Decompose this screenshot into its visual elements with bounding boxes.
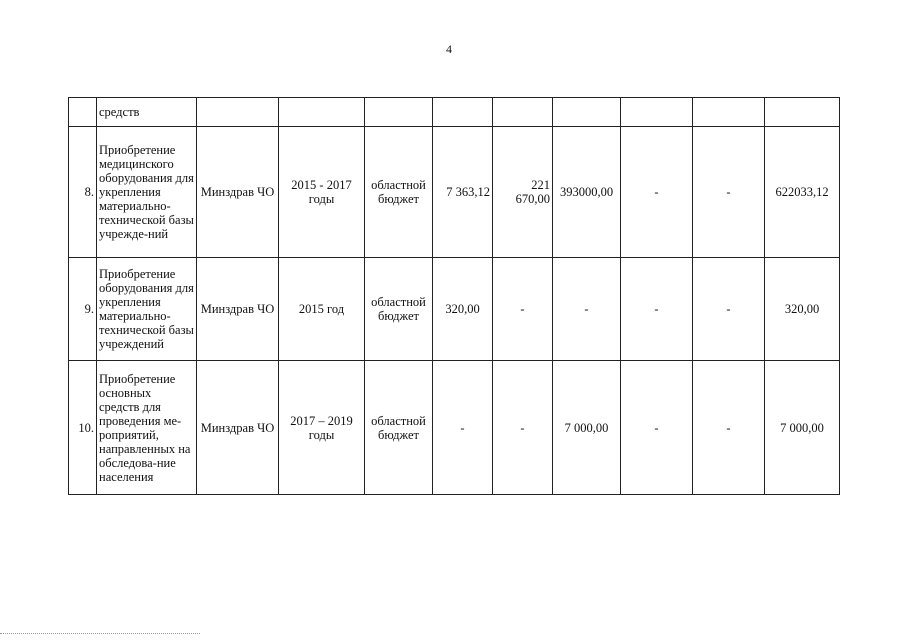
description-cell: Приобретение оборудования для укрепления материально-технической базы учреждений bbox=[97, 258, 197, 361]
executor-cell: Минздрав ЧО bbox=[197, 361, 279, 495]
period-cell bbox=[279, 98, 365, 127]
value-cell: 393000,00 bbox=[553, 127, 621, 258]
value-cell: 7 000,00 bbox=[553, 361, 621, 495]
value-cell bbox=[693, 98, 765, 127]
index-cell: 9. bbox=[69, 258, 97, 361]
source-cell: областной бюджет bbox=[365, 127, 433, 258]
table-row bbox=[69, 361, 840, 495]
budget-table bbox=[68, 97, 840, 495]
value-cell: - bbox=[621, 361, 693, 495]
index-cell bbox=[69, 98, 97, 127]
value-cell: - bbox=[621, 127, 693, 258]
value-cell bbox=[493, 98, 553, 127]
table-row bbox=[69, 258, 840, 361]
description-cell: Приобретение медицинского оборудования для укрепления материально-технической базы учрежде-ний bbox=[97, 127, 197, 258]
executor-cell bbox=[197, 98, 279, 127]
total-cell: 622033,12 bbox=[765, 127, 840, 258]
source-cell: областной бюджет bbox=[365, 361, 433, 495]
period-cell: 2017 – 2019 годы bbox=[279, 361, 365, 495]
scan-edge-mark bbox=[0, 633, 200, 637]
total-cell: 7 000,00 bbox=[765, 361, 840, 495]
executor-cell: Минздрав ЧО bbox=[197, 127, 279, 258]
value-cell: - bbox=[693, 127, 765, 258]
page-number: 4 bbox=[446, 42, 452, 56]
index-cell: 8. bbox=[69, 127, 97, 258]
period-cell: 2015 год bbox=[279, 258, 365, 361]
executor-cell: Минздрав ЧО bbox=[197, 258, 279, 361]
source-cell: областной бюджет bbox=[365, 258, 433, 361]
total-cell: 320,00 bbox=[765, 258, 840, 361]
index-cell: 10. bbox=[69, 361, 97, 495]
value-cell: 7 363,12 bbox=[433, 127, 493, 258]
description-cell: средств bbox=[97, 98, 197, 127]
value-cell bbox=[553, 98, 621, 127]
description-cell: Приобретение основных средств для проведения ме-роприятий, направленных на обследова-ние населения bbox=[97, 361, 197, 495]
value-cell bbox=[621, 98, 693, 127]
period-cell: 2015 - 2017 годы bbox=[279, 127, 365, 258]
value-cell: - bbox=[433, 361, 493, 495]
value-cell: - bbox=[693, 361, 765, 495]
total-cell bbox=[765, 98, 840, 127]
value-cell: - bbox=[693, 258, 765, 361]
value-cell: - bbox=[553, 258, 621, 361]
value-cell: - bbox=[493, 258, 553, 361]
value-cell bbox=[433, 98, 493, 127]
value-cell: - bbox=[493, 361, 553, 495]
table-row bbox=[69, 127, 840, 258]
value-cell: 320,00 bbox=[433, 258, 493, 361]
value-cell: 221 670,00 bbox=[493, 127, 553, 258]
table-row bbox=[69, 98, 840, 127]
source-cell bbox=[365, 98, 433, 127]
value-cell: - bbox=[621, 258, 693, 361]
